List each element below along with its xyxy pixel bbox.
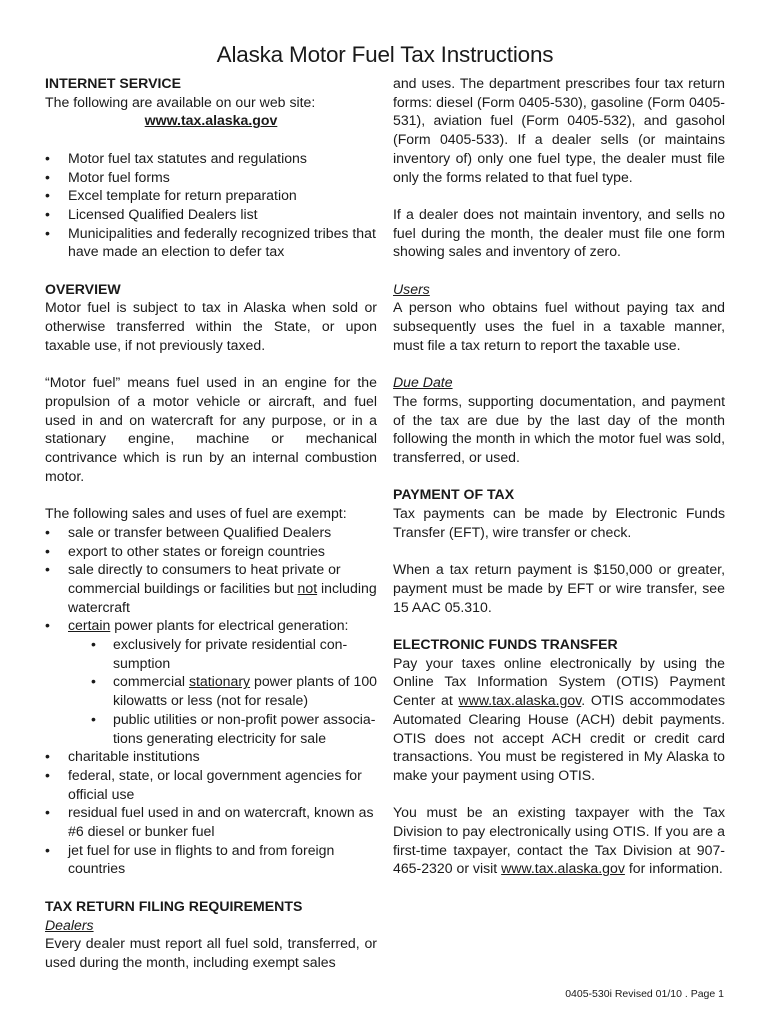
exempt-intro: The following sales and uses of fuel are exempt:: [45, 505, 347, 522]
sublist-item: • commercial stationary power plants of 100 kilowatts or less (not for resale): [68, 672, 377, 709]
users-subheading: Users: [393, 280, 430, 297]
list-item: • export to other states or foreign countries: [45, 542, 377, 561]
internet-service-heading: INTERNET SERVICE: [45, 75, 182, 91]
list-item: • Licensed Qualified Dealers list: [45, 205, 377, 224]
list-item: • jet fuel for use in flights to and from foreign countries: [45, 841, 377, 878]
certain-emphasis: certain: [68, 617, 111, 634]
list-item: • Motor fuel tax statutes and regulations: [45, 149, 377, 168]
payment-paragraph: Tax payments can be made by Electronic Funds Transfer (EFT), wire transfer or check.: [393, 505, 725, 540]
sublist-item: • public utilities or non-profit power associations generating electricity for sale: [68, 710, 377, 747]
internet-intro: The following are available on our web site:: [45, 93, 316, 110]
users-paragraph: A person who obtains fuel without paying tax and subsequently uses the fuel in a taxable manner, must file a tax return to report the taxable use.: [393, 299, 725, 353]
dealers-paragraph-start: Every dealer must report all fuel sold, transferred, or used during the month, including exempt sales: [45, 935, 377, 970]
not-emphasis: not: [297, 579, 318, 596]
list-item: • federal, state, or local government agencies for official use: [45, 766, 377, 803]
due-date-subheading: Due Date: [393, 374, 453, 391]
list-item: • Excel template for return preparation: [45, 186, 377, 205]
list-item: • certain power plants for electrical generation: • exclusively for private residential consumption • commercial stationary power plants of 100 kilowatts or less (not for resale) • public utilities or non-profit power associations generating electricity for sale: [45, 616, 377, 747]
list-item: • charitable institutions: [45, 747, 377, 766]
eft-paragraph: Pay your taxes online electronically by using the Online Tax Information System (OTIS) Payment Center at www.tax.alaska.gov. OTIS accommodates Automated Clearing House (ACH) debit payments. OTIS does not accept ACH credit or credit card transactions. You must be registered in My Alaska to make your payment using OTIS.: [393, 654, 726, 783]
page-title: Alaska Motor Fuel Tax Instructions: [216, 42, 554, 67]
list-item: • sale directly to consumers to heat private or commercial buildings or facilities but not including watercraft: [45, 560, 377, 616]
stationary-emphasis: stationary: [188, 673, 251, 690]
no-inventory-paragraph: If a dealer does not maintain inventory, and sells no fuel during the month, the dealer must file one form showing sales and inventory of zero.: [393, 205, 725, 260]
left-column: [45, 74, 377, 972]
payment-threshold-paragraph: When a tax return payment is $150,000 or greater, payment must be made by EFT or wire transfer, see 15 AAC 05.310.: [393, 561, 725, 615]
overview-heading: OVERVIEW: [45, 280, 121, 297]
page-footer: 0405-530i Revised 01/10 . Page 1: [565, 988, 724, 1000]
dealers-subheading: Dealers: [45, 916, 94, 933]
otis-link[interactable]: www.tax.alaska.gov: [458, 692, 582, 709]
tax-division-link[interactable]: www.tax.alaska.gov: [501, 860, 625, 877]
list-item: • sale or transfer between Qualified Dealers: [45, 523, 377, 542]
motor-fuel-definition: “Motor fuel” means fuel used in an engine for the propulsion of a motor vehicle or aircraft, and fuel used in and on watercraft for any purpose, or in a stationary engine, machine or mechanical contrivance which is run by an internal combustion motor.: [45, 374, 377, 484]
internet-list: [45, 149, 377, 261]
right-column: [393, 74, 725, 878]
due-date-paragraph: The forms, supporting documentation, and payment of the tax are due by the last day of the month following the month in which the motor fuel was sold, transferred, or used.: [393, 392, 725, 466]
filing-requirements-heading: TAX RETURN FILING REQUIREMENTS: [45, 897, 303, 914]
list-item: • Municipalities and federally recognized tribes that have made an election to defer tax: [45, 224, 377, 261]
eft-contact-paragraph: You must be an existing taxpayer with the Tax Division to pay electronically using OTIS. If you are a first-time taxpayer, contact the Tax Division at 907-465-2320 or visit www.tax.alaska.gov for information.: [393, 804, 725, 877]
power-plant-sublist: [68, 635, 377, 747]
payment-heading: PAYMENT OF TAX: [393, 486, 515, 503]
eft-heading: ELECTRONIC FUNDS TRANSFER: [393, 636, 618, 652]
list-item: • Motor fuel forms: [45, 168, 377, 187]
sublist-item: • exclusively for private residential consumption: [68, 635, 377, 672]
dealers-paragraph-cont: and uses. The department prescribes four tax return forms: diesel (Form 0405-530), gasoline (Form 0405-531), aviation fuel (Form 0405-532), and gasohol (Form 0405-533). If a dealer sells (or maintains inventory of) only one fuel type, the dealer must file only the forms related to that fuel type.: [393, 75, 725, 185]
website-link[interactable]: www.tax.alaska.gov: [144, 112, 278, 129]
overview-paragraph: Motor fuel is subject to tax in Alaska when sold or otherwise transferred within the State, or upon taxable use, if not previously taxed.: [45, 299, 377, 353]
list-item: • residual fuel used in and on watercraft, known as #6 diesel or bunker fuel: [45, 803, 377, 840]
exempt-list: [45, 523, 377, 878]
website-url-row: [45, 111, 377, 130]
